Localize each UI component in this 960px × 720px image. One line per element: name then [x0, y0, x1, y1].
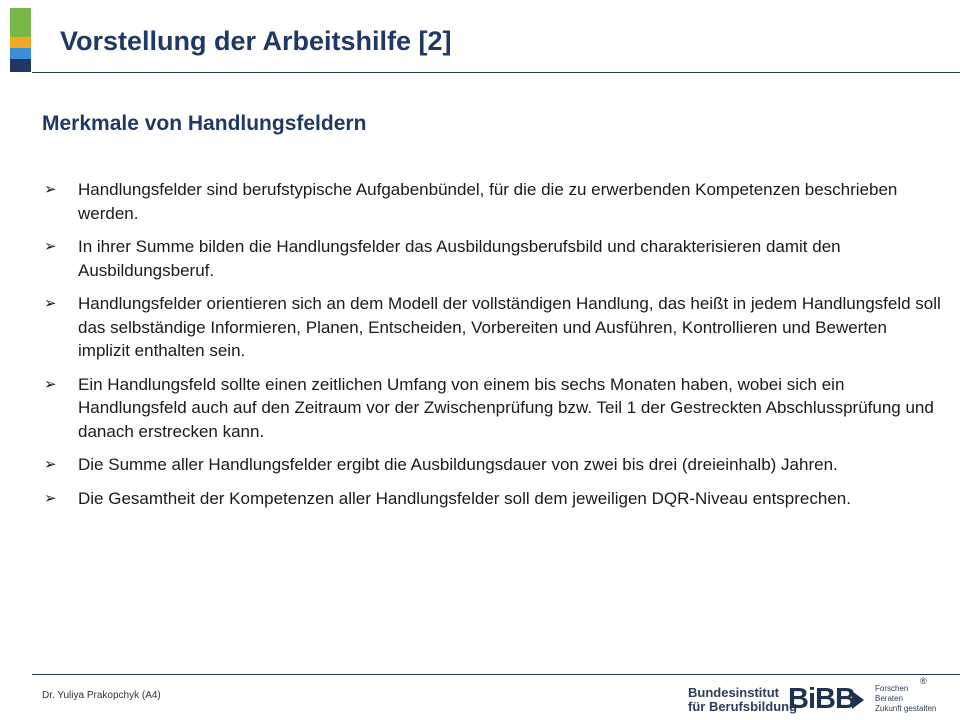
bullet-item [42, 453, 942, 477]
section-subtitle: Merkmale von Handlungsfeldern [42, 112, 367, 135]
bullet-text: Handlungsfelder orientieren sich an dem Modell der vollständigen Handlung, das heißt in jedem Handlungsfeld soll das selbständige Informieren, Planen, Entscheiden, Vorbereiten und Ausführen, Kontrollieren und Bewerten implizit enthalten sein. [78, 294, 941, 360]
logo-arrow-icon [852, 691, 864, 709]
bullet-item [42, 487, 942, 511]
slide-title: Vorstellung der Arbeitshilfe [2] [60, 26, 452, 56]
arrow-right-icon: ➢ [44, 181, 57, 198]
color-bar-blue [10, 48, 31, 59]
arrow-right-icon: ➢ [44, 238, 57, 255]
logo-institute-line-1: Bundesinstitut [688, 685, 779, 700]
arrow-right-icon: ➢ [44, 489, 57, 507]
color-bar-orange [10, 37, 31, 48]
color-bar-green [10, 8, 31, 37]
arrow-right-icon: ➢ [44, 295, 57, 312]
color-bar-navy [10, 59, 31, 72]
arrow-right-icon: ➢ [44, 375, 57, 393]
arrow-right-icon: ➢ [44, 456, 57, 473]
bullet-list [42, 178, 942, 520]
logo-institute-line-2: für Berufsbildung [688, 699, 798, 714]
logo-mark: BiBB [788, 683, 855, 715]
bullet-item [42, 292, 942, 363]
logo-institute-name [688, 686, 797, 714]
bullet-item [42, 235, 942, 282]
logo-tagline-3: Zukunft gestalten [875, 704, 937, 713]
bullet-item [42, 178, 942, 225]
bullet-text: Die Gesamtheit der Kompetenzen aller Handlungsfelder soll dem jeweiligen DQR-Niveau entsprechen. [78, 488, 851, 508]
registered-mark: ® [920, 676, 927, 686]
bullet-text: Handlungsfelder sind berufstypische Aufgabenbündel, für die die zu erwerbenden Kompetenzen beschrieben werden. [78, 180, 898, 223]
bullet-text: Ein Handlungsfeld sollte einen zeitlichen Umfang von einem bis sechs Monaten haben, wobei sich ein Handlungsfeld auch auf den Zeitraum vor der Zwischenprüfung bzw. Teil 1 der Gestreckten Abschlussprüfung und danach erstrecken kann. [78, 374, 934, 441]
title-divider [32, 72, 960, 73]
bullet-text: In ihrer Summe bilden die Handlungsfelder das Ausbildungsberufsbild und charakterisieren damit den Ausbildungsberuf. [78, 237, 841, 280]
footer-divider [32, 674, 960, 675]
bullet-item [42, 373, 942, 444]
logo-tagline-2: Beraten [875, 694, 904, 703]
bullet-text: Die Summe aller Handlungsfelder ergibt die Ausbildungsdauer von zwei bis drei (dreieinhalb) Jahren. [78, 455, 838, 474]
logo-tagline-1: Forschen [875, 684, 909, 693]
brand-color-bar [10, 8, 31, 72]
author-label: Dr. Yuliya Prakopchyk (A4) [42, 690, 161, 701]
bibb-logo [688, 682, 950, 718]
logo-tagline [875, 684, 936, 714]
